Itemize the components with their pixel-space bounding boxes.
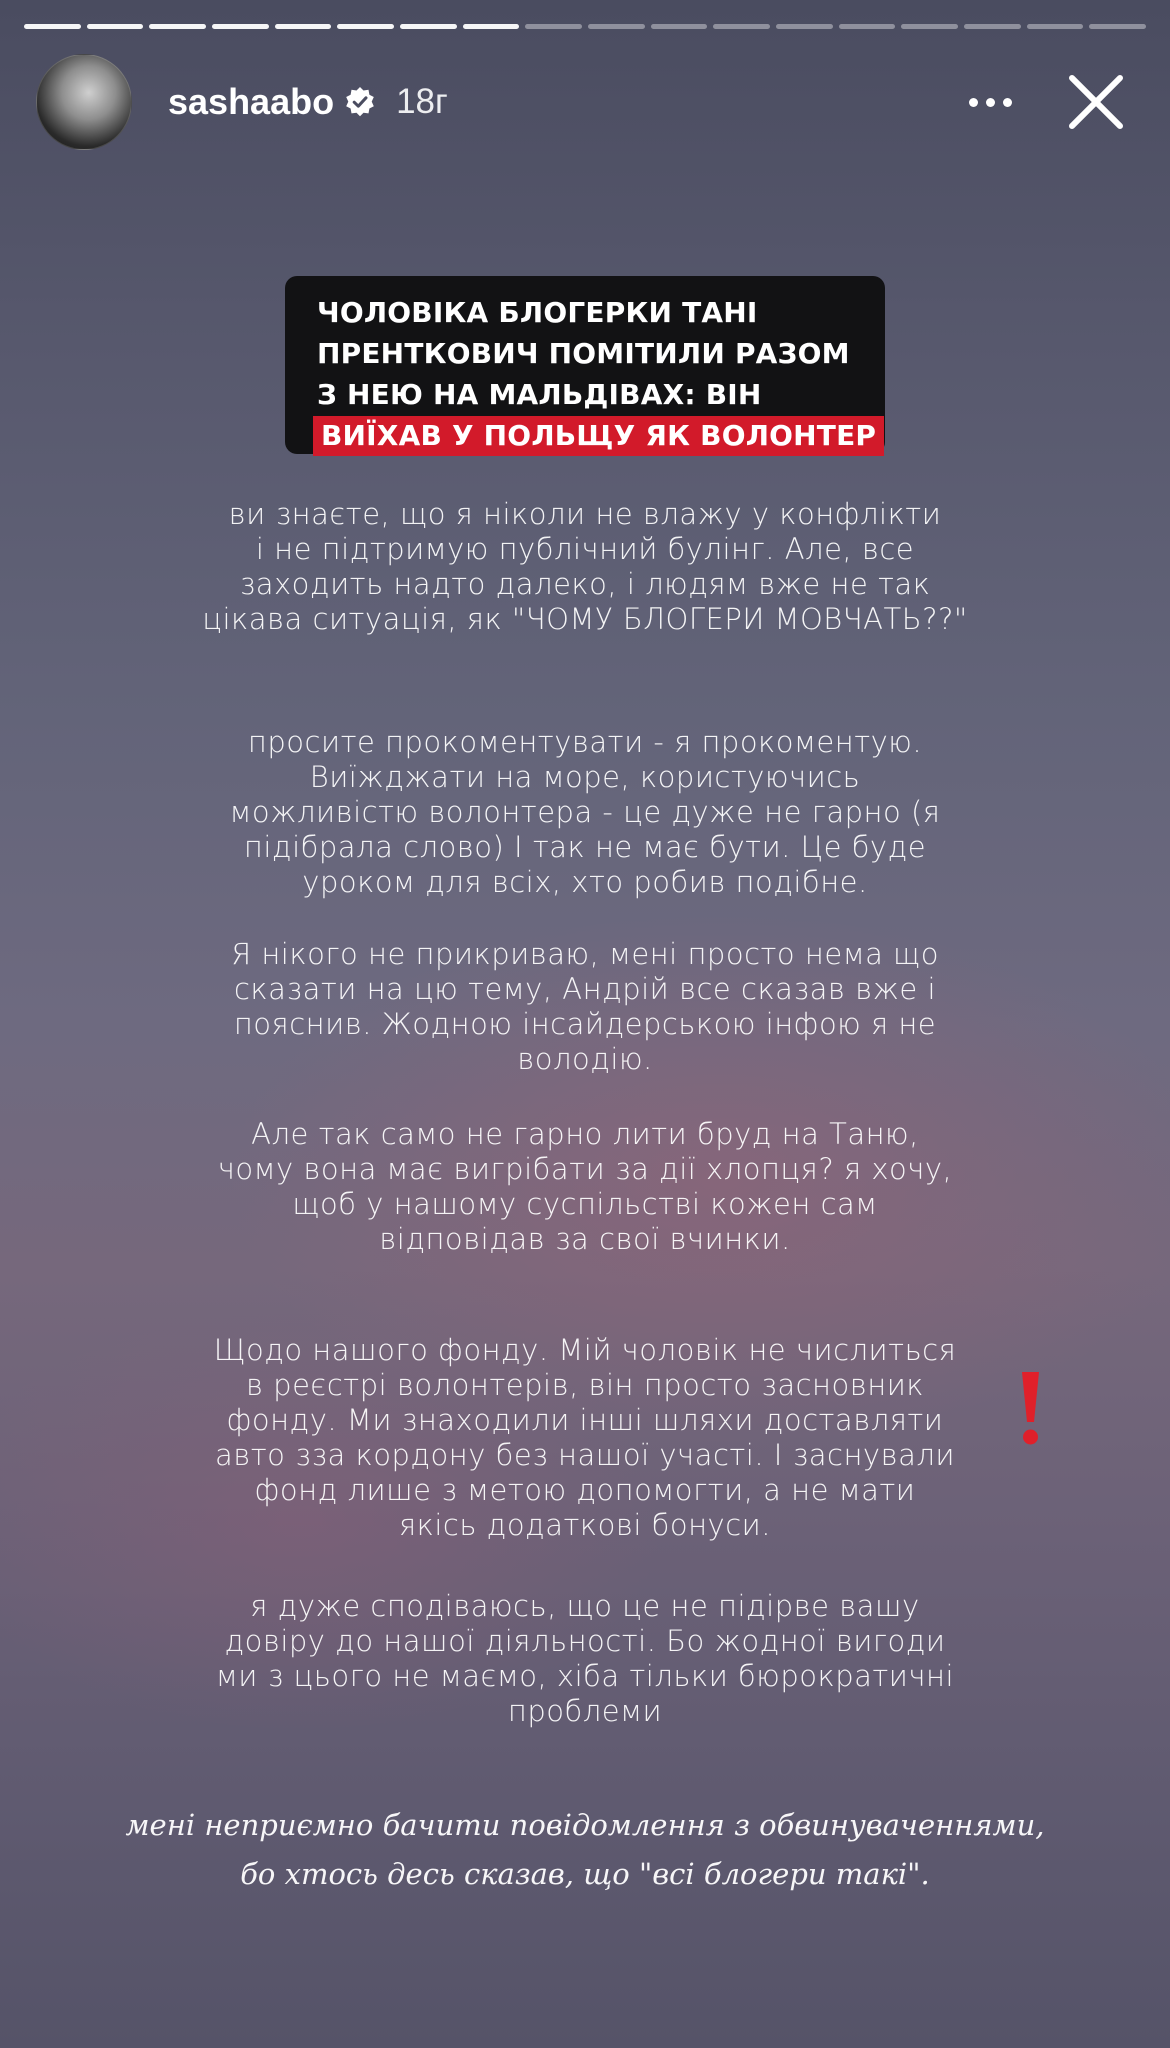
closing-line: мені неприємно бачити повідомлення з обвинуваченнями, xyxy=(125,1808,1045,1842)
progress-segment xyxy=(463,24,520,29)
avatar[interactable] xyxy=(36,54,132,150)
progress-segment xyxy=(87,24,144,29)
text-line: ми з цього не маємо, хіба тільки бюрократичні xyxy=(215,1659,955,1693)
closing-line: бо хтось десь сказав, що "всі блогери такі". xyxy=(240,1857,930,1891)
more-dot xyxy=(986,98,995,107)
headline-highlight: ВИЇХАВ У ПОЛЬЩУ ЯК ВОЛОНТЕР xyxy=(313,416,884,456)
text-line: фонд лише з метою допомогти, а не мати xyxy=(254,1473,916,1507)
progress-segment xyxy=(839,24,896,29)
story-progress-bar xyxy=(24,24,1146,29)
text-line: Я нікого не прикриваю, мені просто нема що xyxy=(230,937,940,971)
headline-line: З НЕЮ НА МАЛЬДІВАХ: ВІН xyxy=(317,378,762,411)
more-horizontal-icon xyxy=(969,98,978,107)
paragraph-intro xyxy=(120,497,1050,637)
text-line: пояснив. Жодною інсайдерською інфою я не xyxy=(233,1007,937,1041)
paragraph-not-covering xyxy=(120,937,1050,1077)
text-line: володію. xyxy=(517,1042,653,1076)
paragraph-trust xyxy=(120,1589,1050,1729)
progress-segment xyxy=(1089,24,1146,29)
text-line: якісь додаткові бонуси. xyxy=(398,1508,771,1542)
progress-segment xyxy=(212,24,269,29)
progress-segment xyxy=(24,24,81,29)
progress-segment xyxy=(337,24,394,29)
progress-segment xyxy=(588,24,645,29)
headline-line: ПРЕНТКОВИЧ ПОМІТИЛИ РАЗОМ xyxy=(317,337,850,370)
text-line: Але так само не гарно лити бруд на Таню, xyxy=(251,1117,919,1151)
headline-line: ЧОЛОВІКА БЛОГЕРКИ ТАНІ xyxy=(317,296,758,329)
text-line: я дуже сподіваюсь, що це не підірве вашу xyxy=(250,1589,920,1623)
more-dot xyxy=(1003,98,1012,107)
close-icon[interactable] xyxy=(1064,70,1128,134)
text-line: проблеми xyxy=(507,1694,663,1728)
progress-segment xyxy=(275,24,332,29)
text-line: чому вона має вигрібати за дії хлопця? я хочу, xyxy=(217,1152,953,1186)
text-line: і не підтримую публічний булінг. Але, все xyxy=(255,532,915,566)
verified-badge-icon xyxy=(344,86,376,118)
text-line: ви знаєте, що я ніколи не влажу у конфлікти xyxy=(228,497,942,531)
progress-segment xyxy=(901,24,958,29)
text-line: відповідав за свої вчинки. xyxy=(379,1222,791,1256)
text-line: в реєстрі волонтерів, він просто засновник xyxy=(245,1368,925,1402)
progress-segment xyxy=(1027,24,1084,29)
text-line: щоб у нашому суспільстві кожен сам xyxy=(292,1187,878,1221)
text-line: авто зза кордону без нашої участі. І заснували xyxy=(215,1438,955,1472)
text-line: довіру до нашої діяльності. Бо жодної вигоди xyxy=(224,1624,946,1658)
closing-note xyxy=(60,1801,1110,1899)
headline-card xyxy=(285,276,885,454)
text-line: можливістю волонтера - це дуже не гарно (я xyxy=(229,795,941,829)
text-line: цікава ситуація, як "ЧОМУ БЛОГЕРИ МОВЧАТЬ??" xyxy=(202,602,968,636)
text-line: Виїжджати на море, користуючись xyxy=(309,760,861,794)
more-options-button[interactable] xyxy=(960,82,1020,122)
story-header xyxy=(36,54,1146,150)
progress-segment xyxy=(525,24,582,29)
text-line: підібрала слово) І так не має бути. Це буде xyxy=(243,830,927,864)
text-line: просите прокоментувати - я прокоментую. xyxy=(247,725,923,759)
story-timestamp: 18г xyxy=(396,82,448,121)
text-line: Щодо нашого фонду. Мій чоловік не числиться xyxy=(213,1333,957,1367)
paragraph-comment xyxy=(120,725,1050,900)
text-line: заходить надто далеко, і людям вже не так xyxy=(239,567,931,601)
progress-segment xyxy=(776,24,833,29)
progress-segment xyxy=(149,24,206,29)
username[interactable]: sashaabo xyxy=(168,81,335,122)
progress-segment xyxy=(964,24,1021,29)
progress-segment xyxy=(713,24,770,29)
paragraph-tanya xyxy=(120,1117,1050,1257)
progress-segment xyxy=(651,24,708,29)
text-line: сказати на цю тему, Андрій все сказав вже і xyxy=(233,972,937,1006)
text-line: уроком для всіх, хто робив подібне. xyxy=(302,865,868,899)
text-line: фонду. Ми знаходили інші шляхи доставляти xyxy=(226,1403,944,1437)
red-exclamation-icon xyxy=(1012,1370,1048,1448)
paragraph-fund xyxy=(120,1333,1050,1543)
progress-segment xyxy=(400,24,457,29)
